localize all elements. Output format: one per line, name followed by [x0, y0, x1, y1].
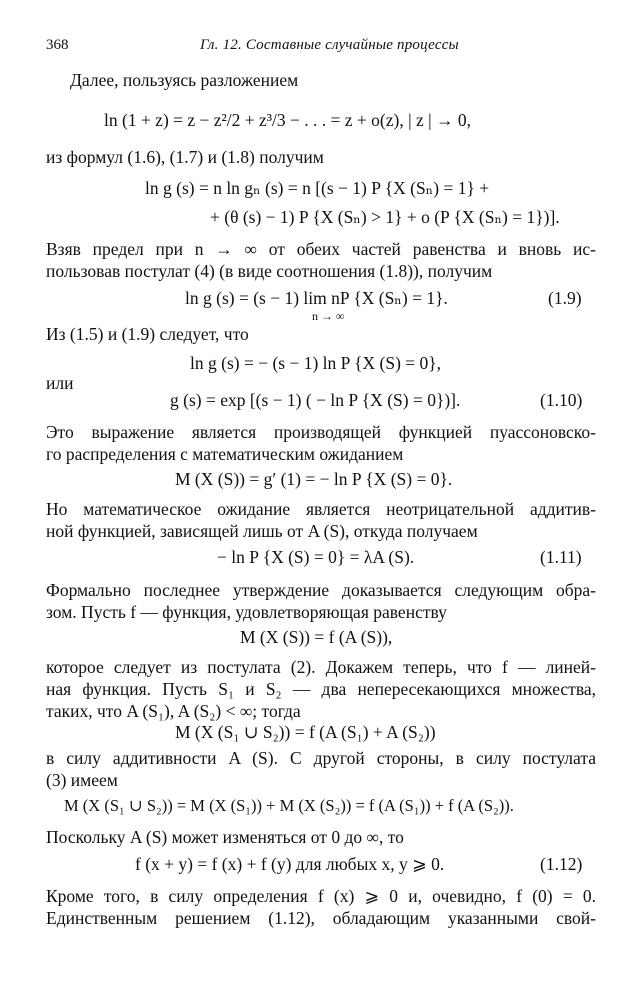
equation-1-12: f (x + y) = f (x) + f (y) для любых x, y ⩾ 0. [135, 854, 445, 874]
text-line: которое следует из постулата (2). Докажем теперь, что f — линей- [46, 657, 596, 677]
text-line: (3) имеем [46, 770, 118, 790]
text-line: пользовав постулат (4) (в виде соотношения (1.8)), получим [46, 261, 493, 281]
equation-line: M (X (S₁ ∪ S₂)) = M (X (S₁)) + M (X (S₂)) = f (A (S₁)) + f (A (S₂)). [64, 796, 514, 815]
running-header-title: Гл. 12. Составные случайные процессы [200, 37, 459, 53]
text-line: в силу аддитивности A (S). С другой стороны, в силу постулата [46, 748, 596, 768]
equation-1-9: ln g (s) = (s − 1) lim nP {X (Sₙ) = 1}. [185, 288, 448, 308]
equation-number: (1.11) [540, 547, 582, 567]
equation-line: M (X (S)) = g′ (1) = − ln P {X (S) = 0}. [175, 469, 453, 489]
text-line: Единственным решением (1.12), обладающим указанными свой- [46, 908, 596, 928]
text-line: Далее, пользуясь разложением [70, 70, 299, 90]
equation-1-11: − ln P {X (S) = 0} = λA (S). [217, 547, 415, 567]
equation-expansion: ln (1 + z) = z − z²/2 + z³/3 − . . . = z + o(z), | z | → 0, [104, 110, 471, 130]
limit-subscript: n → ∞ [312, 309, 345, 323]
text-line: или [46, 373, 74, 393]
text-line: Кроме того, в силу определения f (x) ⩾ 0 и, очевидно, f (0) = 0. [46, 886, 596, 906]
equation-number: (1.9) [548, 288, 582, 308]
equation-line: ln g (s) = − (s − 1) ln P {X (S) = 0}, [190, 353, 442, 373]
text-line: Формально последнее утверждение доказывается следующим обра- [46, 580, 596, 600]
text-line: го распределения с математическим ожиданием [46, 444, 404, 464]
text-line: таких, что A (S₁), A (S₂) < ∞; тогда [46, 701, 301, 721]
equation-line: M (X (S)) = f (A (S)), [240, 627, 393, 647]
text-line: из формул (1.6), (1.7) и (1.8) получим [46, 147, 324, 167]
text-line: зом. Пусть f — функция, удовлетворяющая равенству [46, 602, 447, 622]
equation-line: ln g (s) = n ln gₙ (s) = n [(s − 1) P {X (Sₙ) = 1} + [145, 178, 490, 198]
equation-line: + (θ (s) − 1) P {X (Sₙ) > 1} + o (P {X (Sₙ) = 1})]. [210, 207, 560, 227]
text-line: ной функцией, зависящей лишь от A (S), откуда получаем [46, 521, 478, 541]
equation-number: (1.10) [540, 390, 583, 410]
equation-number: (1.12) [540, 854, 583, 874]
text-line: Это выражение является производящей функцией пуассоновско- [46, 422, 596, 442]
text-line: Но математическое ожидание является неотрицательной аддитив- [46, 499, 596, 519]
text-line: ная функция. Пусть S₁ и S₂ — два непересекающихся множества, [46, 679, 596, 699]
equation-line: M (X (S₁ ∪ S₂)) = f (A (S₁) + A (S₂)) [175, 722, 436, 742]
text-line: Из (1.5) и (1.9) следует, что [46, 324, 249, 344]
text-line: Поскольку A (S) может изменяться от 0 до ∞, то [46, 827, 404, 847]
page-number: 368 [46, 37, 69, 53]
equation-1-10: g (s) = exp [(s − 1) ( − ln P {X (S) = 0})]. [170, 390, 461, 410]
text-line: Взяв предел при n → ∞ от обеих частей равенства и вновь ис- [46, 239, 596, 259]
